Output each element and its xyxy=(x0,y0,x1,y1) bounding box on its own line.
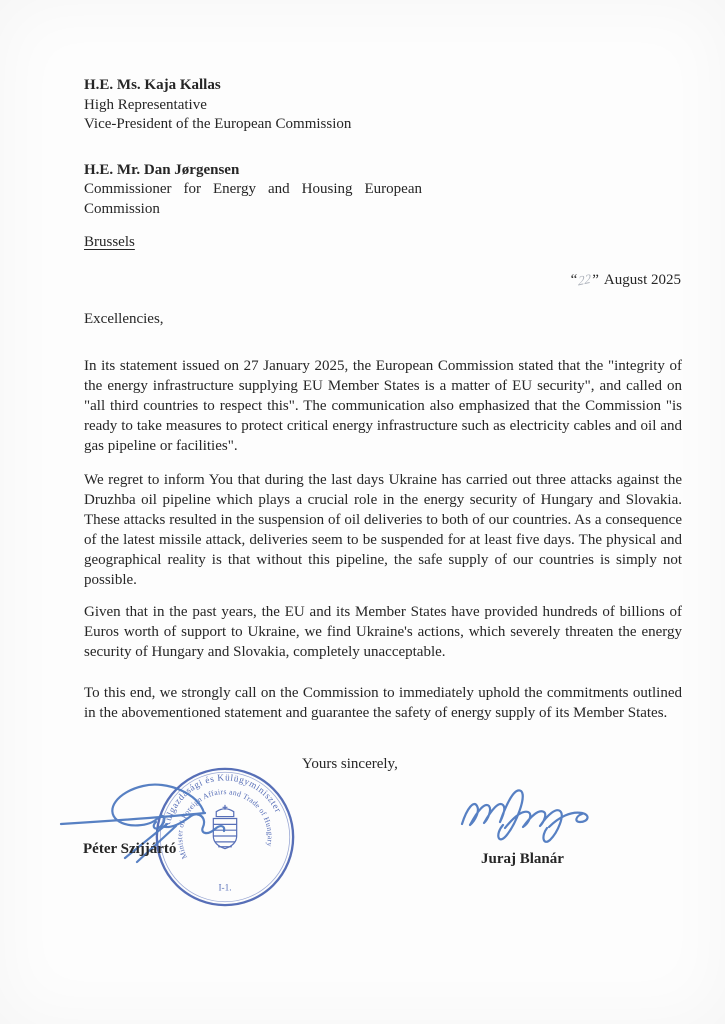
stamp-bottom-text: I-1. xyxy=(218,882,232,893)
recipient-2-title: Commissioner for Energy and Housing European Commission xyxy=(84,181,422,217)
signer-left-name: Péter Szijjártó xyxy=(83,841,177,857)
paragraph-3: Given that in the past years, the EU and its Member States have provided hundreds of billions of Euros worth of support to Ukraine, we find Ukraine's actions, which severely threaten the energy security of Hungary and Slovakia, completely unacceptable. xyxy=(84,604,682,660)
stamp-inner-text: Minister of Foreign Affairs and Trade of Hungary xyxy=(175,787,275,861)
date-text: August 2025 xyxy=(603,272,681,288)
recipient-2-name: H.E. Mr. Dan Jørgensen xyxy=(84,161,240,178)
place-line xyxy=(84,234,135,251)
signer-right-name: Juraj Blanár xyxy=(481,851,564,867)
paragraph-4: To this end, we strongly call on the Commission to immediately uphold the commitments outlined in the abovementioned statement and guarantee the safety of energy supply of its Member States. xyxy=(84,685,682,721)
recipient-2 xyxy=(84,161,422,220)
recipient-1-title-line-2: Vice-President of the European Commission xyxy=(84,116,352,132)
paragraph-2: We regret to inform You that during the last days Ukraine has carried out three attacks against the Druzhba oil pipeline which plays a crucial role in the energy security of Hungary and Slovakia. These attacks resulted in the suspension of oil deliveries to both of our countries. As a consequence of the latest missile attack, deliveries seem to be suspended for at least five days. The physical and geographical reality is that without this pipeline, the safe supply of our countries is simply not possible. xyxy=(84,472,682,588)
recipient-1-title-line-1: High Representative xyxy=(84,96,207,113)
date-open-quote: “ xyxy=(570,272,578,288)
signature-peter-szijjarto xyxy=(55,782,265,872)
salutation: Excellencies, xyxy=(84,311,164,327)
stamp-outer-text: Külgazdasági és Külügyminiszter xyxy=(162,773,283,830)
date-close-quote: ” xyxy=(592,272,599,288)
closing-line: Yours sincerely, xyxy=(302,756,398,772)
date-line xyxy=(571,272,681,289)
paragraph-1: In its statement issued on 27 January 2025, the European Commission stated that the "integrity of the energy infrastructure supplying EU Member States is a matter of EU security", and called on "all third countries to respect this". The communication also emphasized that the Commission "is ready to take measures to protect critical energy infrastructure such as electricity cables and oil and gas pipeline or facilities". xyxy=(84,358,682,454)
signature-juraj-blanar xyxy=(452,772,602,850)
recipient-1 xyxy=(84,76,422,135)
handwritten-day: 22 xyxy=(578,270,592,289)
recipient-1-name: H.E. Ms. Kaja Kallas xyxy=(84,77,221,93)
place-name: Brussels xyxy=(84,234,135,250)
recipient-block xyxy=(84,76,422,219)
